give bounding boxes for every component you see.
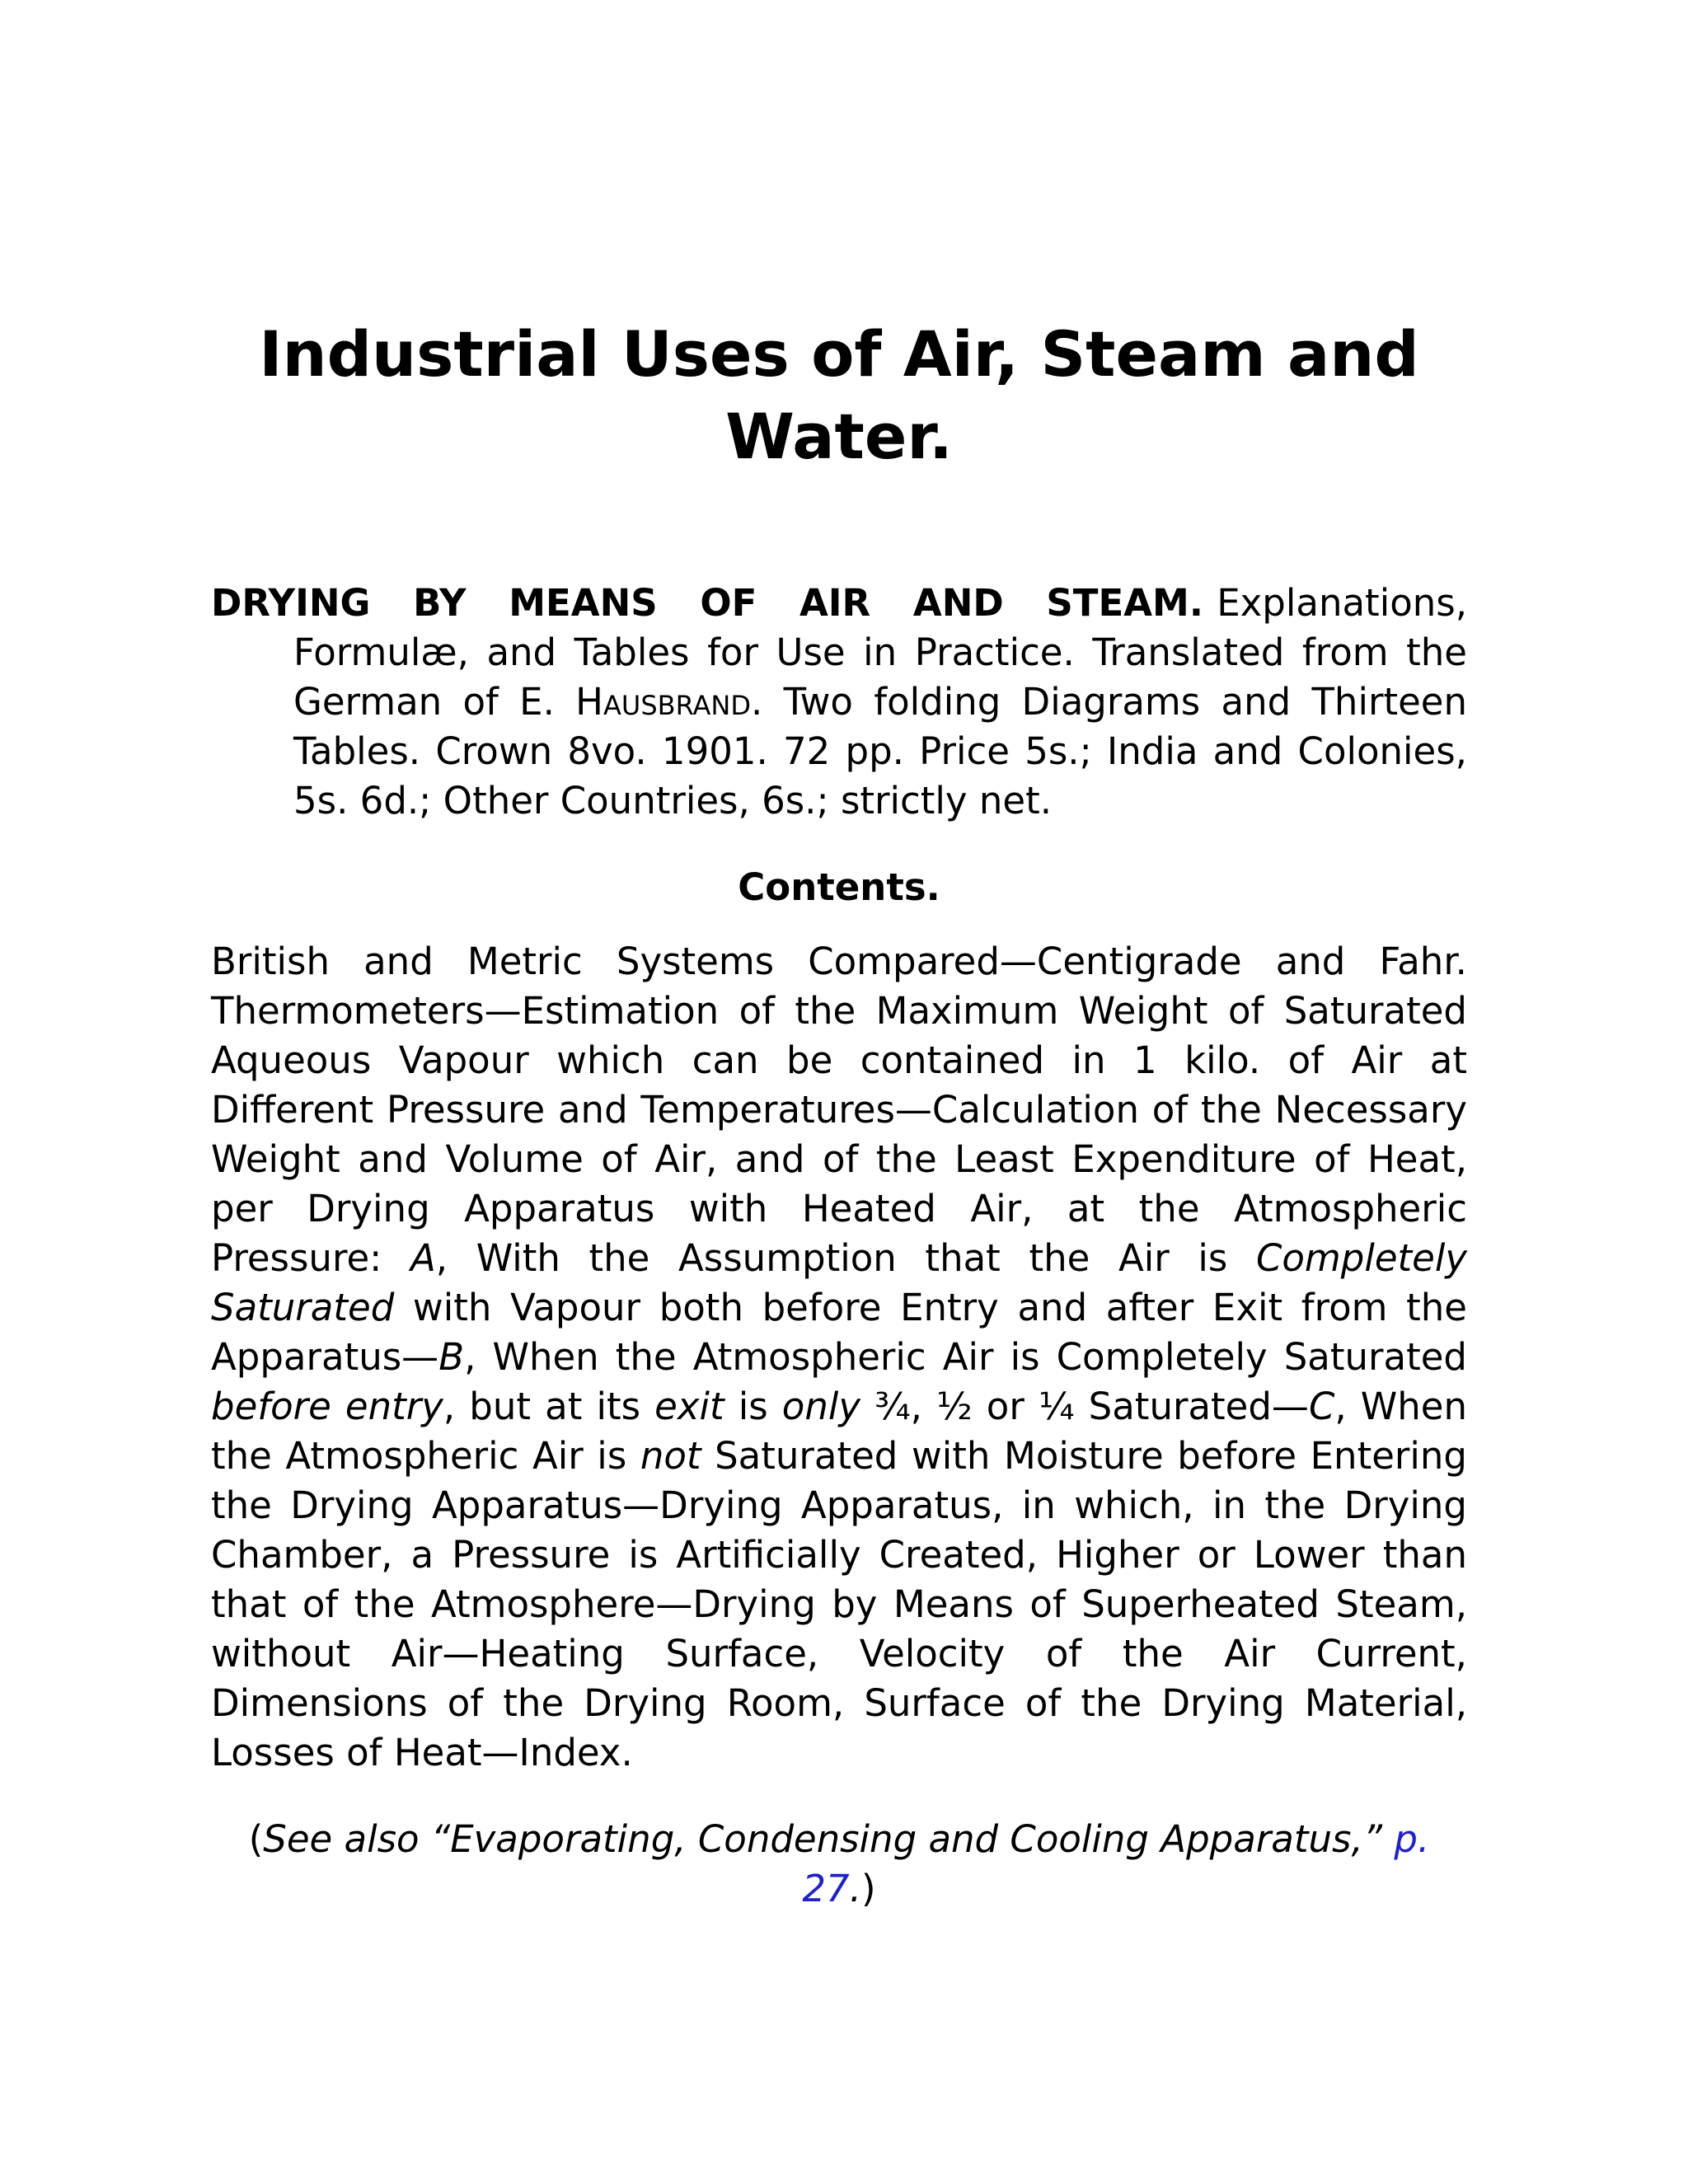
contents-segment: , but at its bbox=[443, 1385, 655, 1428]
book-entry bbox=[211, 579, 1467, 826]
contents-segment: is bbox=[724, 1385, 782, 1428]
see-also-close-paren: ) bbox=[861, 1867, 876, 1910]
contents-italic-segment: C bbox=[1308, 1385, 1335, 1428]
see-also-text: See also “Evaporating, Condensing and Cooling Apparatus,” bbox=[263, 1817, 1395, 1861]
contents-segment: ¾, ½ or ¼ Saturated— bbox=[860, 1385, 1309, 1428]
contents-segment: , When the Atmospheric Air is Completely Saturated bbox=[464, 1335, 1467, 1379]
entry-heading: DRYING BY MEANS OF AIR AND STEAM. bbox=[211, 581, 1203, 625]
contents-segment: , With the Assumption that the Air is bbox=[435, 1236, 1256, 1280]
see-also-note bbox=[211, 1815, 1467, 1914]
see-also-period: . bbox=[849, 1867, 861, 1910]
entry-description-1: Explanations, Formulæ, and Tables for Use in Practice. Translated from the German of E. bbox=[293, 581, 1467, 724]
entry-description-2: . Two folding Diagrams and Thirteen Tables. Crown 8vo. 1901. 72 pp. Price 5s.; India and Colonies, 5s. 6d.; Other Countries, 6s.; strictly net. bbox=[293, 680, 1467, 823]
contents-italic-segment: exit bbox=[654, 1385, 724, 1428]
contents-italic-segment: not bbox=[640, 1434, 701, 1478]
contents-body bbox=[211, 937, 1467, 1778]
contents-italic-segment: only bbox=[781, 1385, 860, 1428]
contents-italic-segment: B bbox=[438, 1335, 465, 1379]
page bbox=[211, 313, 1467, 1951]
page-title: Industrial Uses of Air, Steam and Water. bbox=[259, 317, 1419, 473]
contents-italic-segment: before entry bbox=[211, 1385, 443, 1428]
contents-segment: British and Metric Systems Compared—Centigrade and Fahr. Thermometers—Estimation of the Maximum Weight of Saturated Aqueous Vapour which can be contained in 1 kilo. of Air at Different Pressure and Temperatures—Calculation of the Necessary Weight and Volume of Air, and of the Least Expenditure of Heat, per Drying Apparatus with Heated Air, at the Atmospheric Pressure: bbox=[211, 940, 1467, 1280]
contents-segment: , When the Atmospheric Air is bbox=[211, 1385, 1467, 1478]
page-reference-link[interactable]: p. 27 bbox=[802, 1817, 1430, 1910]
entry-author: Hausbrand bbox=[575, 680, 751, 724]
contents-heading: Contents. bbox=[738, 865, 940, 909]
contents-segment: Saturated with Moisture before Entering the Drying Apparatus—Drying Apparatus, in which, in the Drying Chamber, a Pressure is Artificially Created, Higher or Lower than that of the Atmosphere—Drying by Means of Superheated Steam, without Air—Heating Surface, Velocity of the Air Current, Dimensions of the Drying Room, Surface of the Drying Material, Losses of Heat—Index. bbox=[211, 1434, 1467, 1774]
contents-italic-segment: A bbox=[410, 1236, 436, 1280]
contents-italic-segment: Completely Saturated bbox=[211, 1236, 1467, 1329]
see-also-open-paren: ( bbox=[248, 1817, 264, 1861]
contents-segment: with Vapour both before Entry and after Exit from the Apparatus— bbox=[211, 1286, 1467, 1379]
